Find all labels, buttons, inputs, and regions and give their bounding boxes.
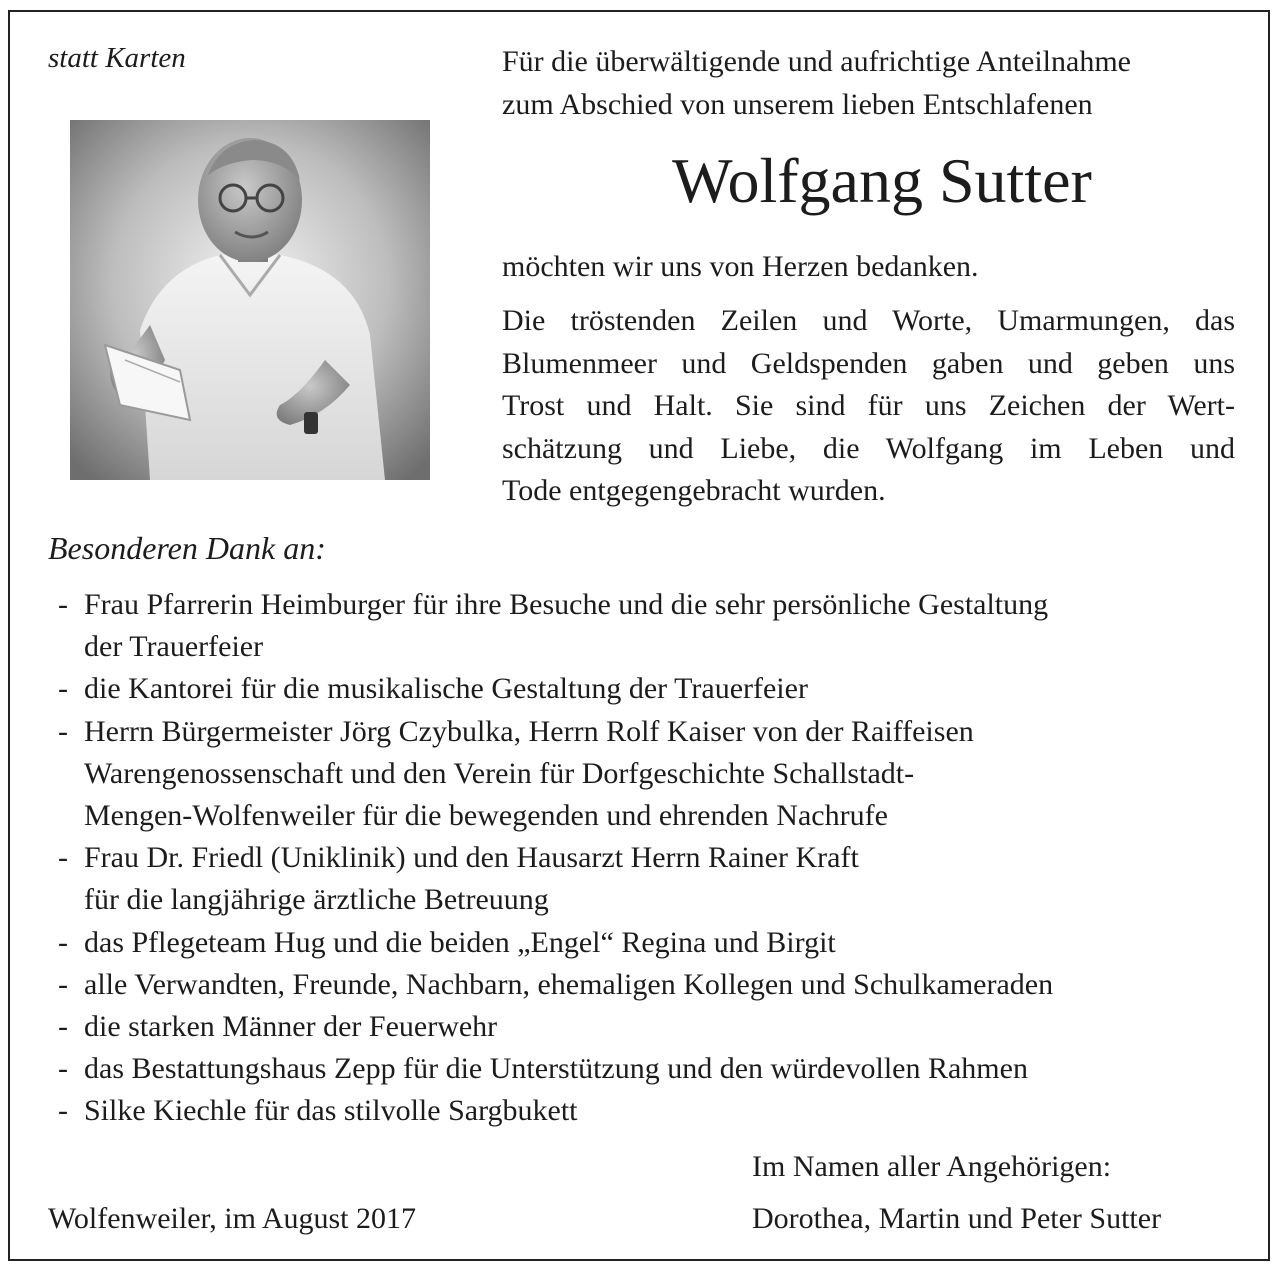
list-dash: -: [58, 967, 68, 1001]
deceased-name: Wolfgang Sutter: [672, 145, 1092, 216]
list-item-line: das Pflegeteam Hug und die beiden „Engel“ Regina und Birgit: [84, 925, 836, 959]
list-item: [58, 711, 1053, 838]
place-date: Wolfenweiler, im August 2017: [48, 1202, 416, 1235]
list-item-line: die Kantorei für die musikalische Gestaltung der Trauerfeier: [84, 672, 808, 706]
list-dash: -: [58, 925, 68, 959]
list-item-line: Warengenossenschaft und den Verein für Dorfgeschichte Schallstadt-: [84, 756, 915, 790]
statt-karten-note: statt Karten: [48, 42, 186, 74]
gratitude-paragraph: [502, 300, 1235, 513]
list-dash: -: [58, 588, 68, 621]
list-item: [58, 1006, 1053, 1048]
list-dash: -: [58, 714, 68, 748]
intro-line: Für die überwältigende und aufrichtige Anteilnahme: [502, 45, 1131, 78]
paragraph-line: Die tröstenden Zeilen und Worte, Umarmungen, das: [502, 304, 1235, 337]
signature-intro: Im Namen aller Angehörigen:: [752, 1150, 1112, 1183]
list-item-line: der Trauerfeier: [84, 630, 264, 664]
list-item-line: alle Verwandten, Freunde, Nachbarn, ehemaligen Kollegen und Schulkameraden: [84, 967, 1054, 1001]
signature-names: Dorothea, Martin und Peter Sutter: [752, 1202, 1162, 1235]
list-item: [58, 837, 1053, 921]
list-dash: -: [58, 1052, 68, 1086]
paragraph-line: schätzung und Liebe, die Wolfgang im Leben und: [502, 431, 1235, 465]
paragraph-line: Blumenmeer und Geldspenden gaben und geben uns: [502, 346, 1235, 380]
notice-frame: [8, 10, 1270, 1261]
list-item-line: Silke Kiechle für das stilvolle Sargbukett: [84, 1094, 578, 1128]
list-dash: -: [58, 1094, 68, 1128]
thanks-line: möchten wir uns von Herzen bedanken.: [502, 250, 979, 283]
paragraph-line: Trost und Halt. Sie sind für uns Zeichen der Wert-: [502, 389, 1235, 422]
list-dash: -: [58, 1010, 68, 1044]
list-item-line: Frau Pfarrerin Heimburger für ihre Besuche und die sehr persönliche Gestaltung: [84, 588, 1049, 621]
special-thanks-heading: Besonderen Dank an:: [48, 530, 326, 566]
list-item-line: das Bestattungshaus Zepp für die Unterstützung und den würdevollen Rahmen: [84, 1052, 1028, 1086]
portrait-photo: [70, 120, 430, 480]
list-dash: -: [58, 672, 68, 706]
list-dash: -: [58, 841, 68, 875]
list-item: [58, 668, 1053, 710]
paragraph-line: Tode entgegengebracht wurden.: [502, 474, 886, 507]
intro-text: [502, 40, 1131, 126]
list-item-line: Frau Dr. Friedl (Uniklinik) und den Hausarzt Herrn Rainer Kraft: [84, 841, 859, 875]
list-item: [58, 922, 1053, 964]
list-item: [58, 1090, 1053, 1132]
special-thanks-list: [58, 584, 1053, 1133]
list-item-line: Herrn Bürgermeister Jörg Czybulka, Herrn Rolf Kaiser von der Raiffeisen: [84, 714, 974, 748]
list-item-line: die starken Männer der Feuerwehr: [84, 1010, 498, 1044]
list-item: [58, 964, 1053, 1006]
list-item-line: für die langjährige ärztliche Betreuung: [84, 883, 549, 917]
list-item-line: Mengen-Wolfenweiler für die bewegenden und ehrenden Nachrufe: [84, 799, 888, 833]
intro-line: zum Abschied von unserem lieben Entschlafenen: [502, 88, 1093, 121]
list-item: [58, 584, 1053, 668]
list-item: [58, 1048, 1053, 1090]
